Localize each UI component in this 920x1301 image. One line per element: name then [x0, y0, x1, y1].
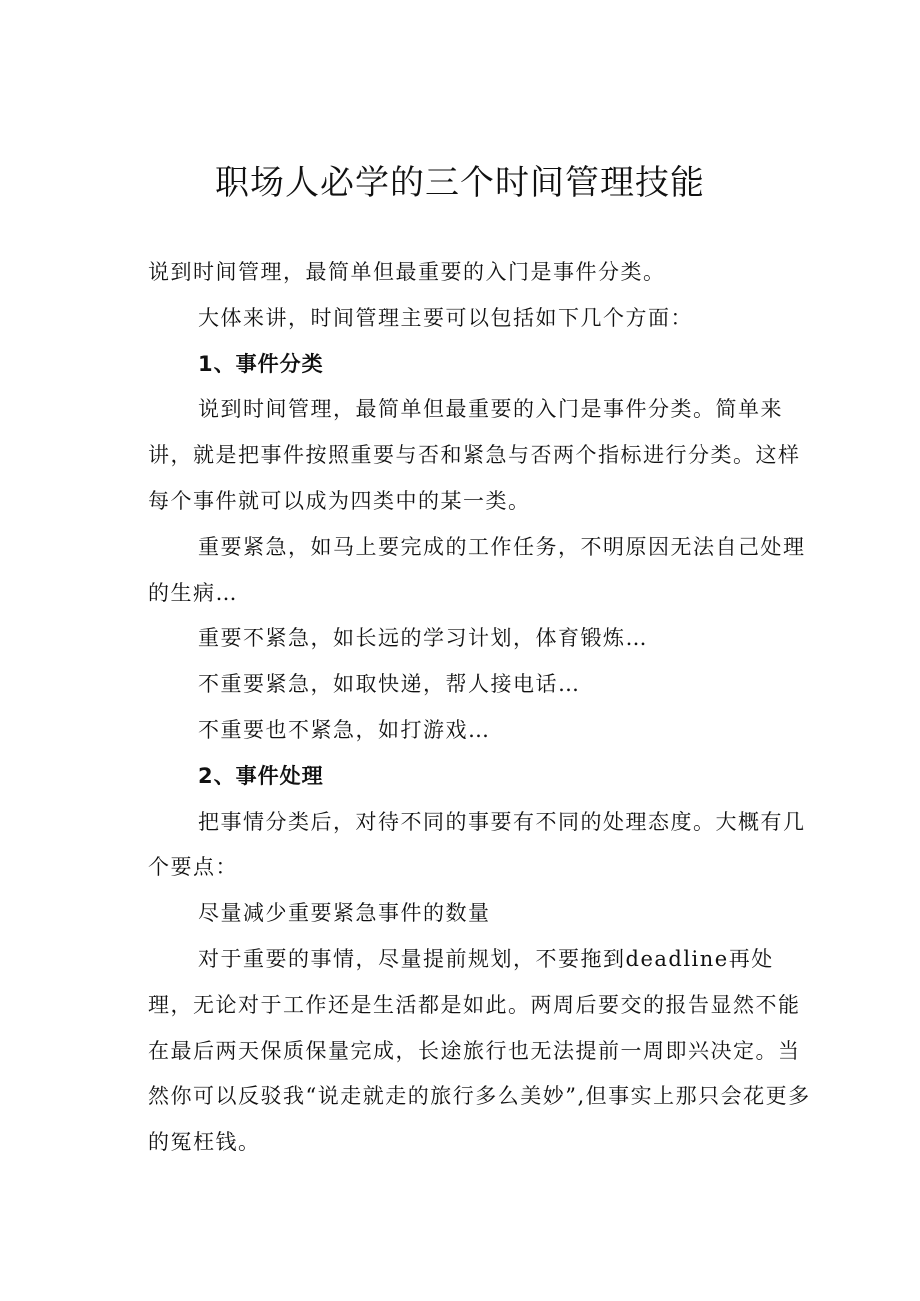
section-heading-classification: 1、事件分类 — [198, 351, 324, 376]
important-urgent-paragraph: 重要紧急，如马上要完成的工作任务，不明原因无法自己处理的生病… — [148, 534, 806, 605]
overview-paragraph: 大体来讲，时间管理主要可以包括如下几个方面： — [198, 305, 693, 330]
reduce-urgent-paragraph: 尽量减少重要紧急事件的数量 — [198, 901, 491, 926]
planning-paragraph: 对于重要的事情，尽量提前规划，不要拖到deadline再处理，无论对于工作还是生活都是如此。两周后要交的报告显然不能在最后两天保质保量完成，长途旅行也无法提前一周即兴决定。当然你可以反驳我“说走就走的旅行多么美妙”,但事实上那只会花更多的冤枉钱。 — [148, 946, 811, 1155]
section-heading-handling: 2、事件处理 — [198, 763, 324, 788]
important-not-urgent-paragraph: 重要不紧急，如长远的学习计划，体育锻炼… — [198, 626, 648, 651]
classification-paragraph: 说到时间管理，最简单但最重要的入门是事件分类。简单来讲，就是把事件按照重要与否和紧急与否两个指标进行分类。这样每个事件就可以成为四类中的某一类。 — [148, 397, 801, 513]
intro-paragraph: 说到时间管理，最简单但最重要的入门是事件分类。 — [148, 260, 666, 284]
not-important-urgent-paragraph: 不重要紧急，如取快递，帮人接电话… — [198, 672, 581, 697]
document-body — [148, 250, 813, 1166]
handling-paragraph: 把事情分类后，对待不同的事要有不同的处理态度。大概有几个要点： — [148, 809, 806, 880]
document-title: 职场人必学的三个时间管理技能 — [215, 163, 705, 203]
not-important-not-urgent-paragraph: 不重要也不紧急，如打游戏… — [198, 717, 491, 742]
